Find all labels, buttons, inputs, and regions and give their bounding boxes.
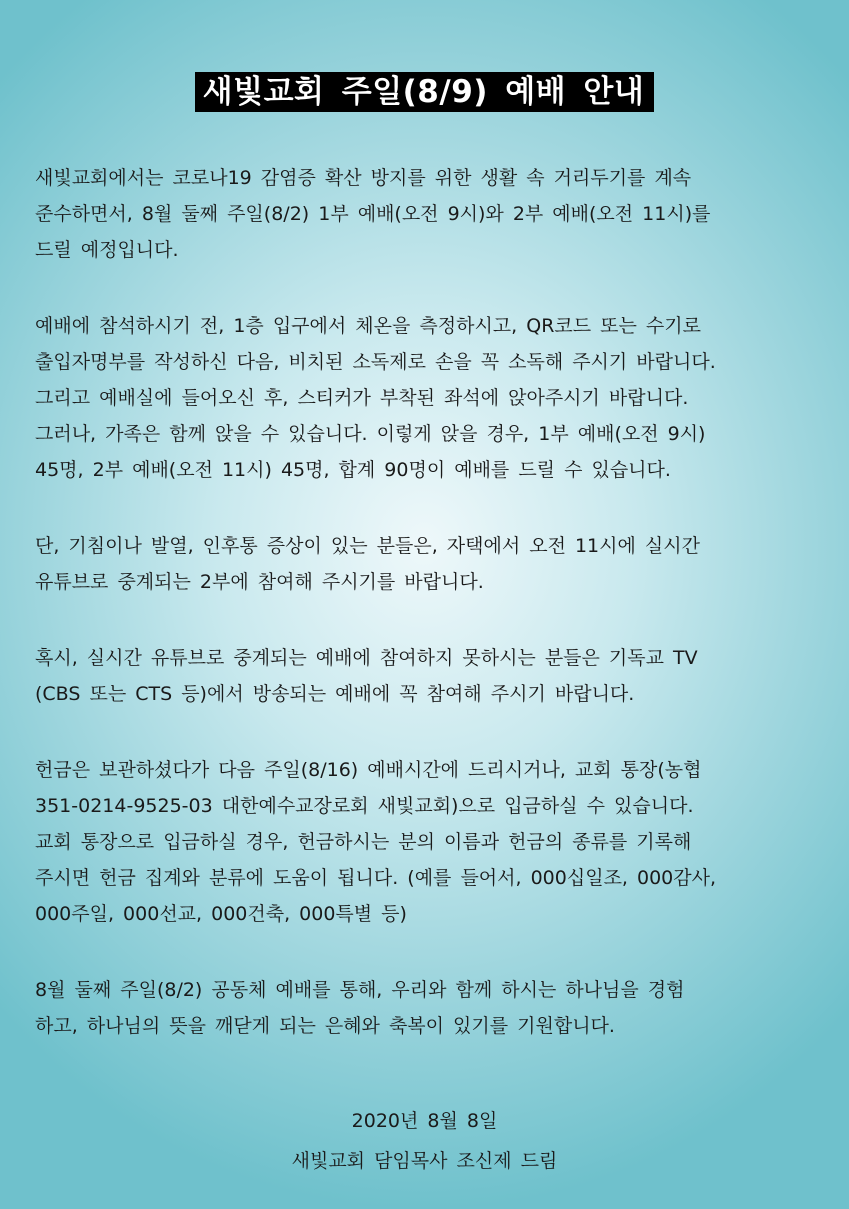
text-line: 준수하면서, 8월 둘째 주일(8/2) 1부 예배(오전 9시)와 2부 예배(오전 11시)를 xyxy=(35,203,711,225)
text-line: 000주일, 000선교, 000건축, 000특별 등) xyxy=(35,903,407,925)
paragraph-intro xyxy=(35,160,835,268)
text-line: 유튜브로 중계되는 2부에 참여해 주시기를 바랍니다. xyxy=(35,571,484,593)
text-line: 드릴 예정입니다. xyxy=(35,239,179,261)
paragraph-blessing xyxy=(35,972,835,1044)
page-title: 새빛교회 주일(8/9) 예배 안내 xyxy=(195,72,655,112)
title-container xyxy=(0,72,849,112)
text-line: 그리고 예배실에 들어오신 후, 스티커가 부착된 좌석에 앉아주시기 바랍니다. xyxy=(35,387,689,409)
text-line: 혹시, 실시간 유튜브로 중계되는 예배에 참여하지 못하시는 분들은 기독교 TV xyxy=(35,647,698,669)
notice-date: 2020년 8월 8일 xyxy=(351,1110,498,1132)
text-line: 교회 통장으로 입금하실 경우, 헌금하시는 분의 이름과 헌금의 종류를 기록해 xyxy=(35,831,692,853)
paragraph-offering xyxy=(35,752,835,932)
text-line: 출입자명부를 작성하신 다음, 비치된 소독제로 손을 꼭 소독해 주시기 바랍니다. xyxy=(35,351,716,373)
paragraph-symptoms xyxy=(35,528,835,600)
text-line: 새빛교회에서는 코로나19 감염증 확산 방지를 위한 생활 속 거리두기를 계속 xyxy=(35,167,692,189)
paragraph-attendance xyxy=(35,308,835,488)
text-line: 하고, 하나님의 뜻을 깨닫게 되는 은혜와 축복이 있기를 기원합니다. xyxy=(35,1015,615,1037)
signature: 새빛교회 담임목사 조신제 드림 xyxy=(291,1150,558,1172)
text-line: 8월 둘째 주일(8/2) 공동체 예배를 통해, 우리와 함께 하시는 하나님을 경험 xyxy=(35,979,685,1001)
text-line: 45명, 2부 예배(오전 11시) 45명, 합계 90명이 예배를 드릴 수 있습니다. xyxy=(35,459,671,481)
text-line: 그러나, 가족은 함께 앉을 수 있습니다. 이렇게 앉을 경우, 1부 예배(오전 9시) xyxy=(35,423,706,445)
text-line: 351-0214-9525-03 대한예수교장로회 새빛교회)으로 입금하실 수 있습니다. xyxy=(35,795,694,817)
notice-body xyxy=(35,160,835,1084)
text-line: 헌금은 보관하셨다가 다음 주일(8/16) 예배시간에 드리시거나, 교회 통장(농협 xyxy=(35,759,702,781)
text-line: 주시면 헌금 집계와 분류에 도움이 됩니다. (예를 들어서, 000십일조, 000감사, xyxy=(35,867,717,889)
text-line: 단, 기침이나 발열, 인후통 증상이 있는 분들은, 자택에서 오전 11시에 실시간 xyxy=(35,535,700,557)
paragraph-broadcast xyxy=(35,640,835,712)
text-line: (CBS 또는 CTS 등)에서 방송되는 예배에 꼭 참여해 주시기 바랍니다. xyxy=(35,683,635,705)
text-line: 예배에 참석하시기 전, 1층 입구에서 체온을 측정하시고, QR코드 또는 수기로 xyxy=(35,315,701,337)
